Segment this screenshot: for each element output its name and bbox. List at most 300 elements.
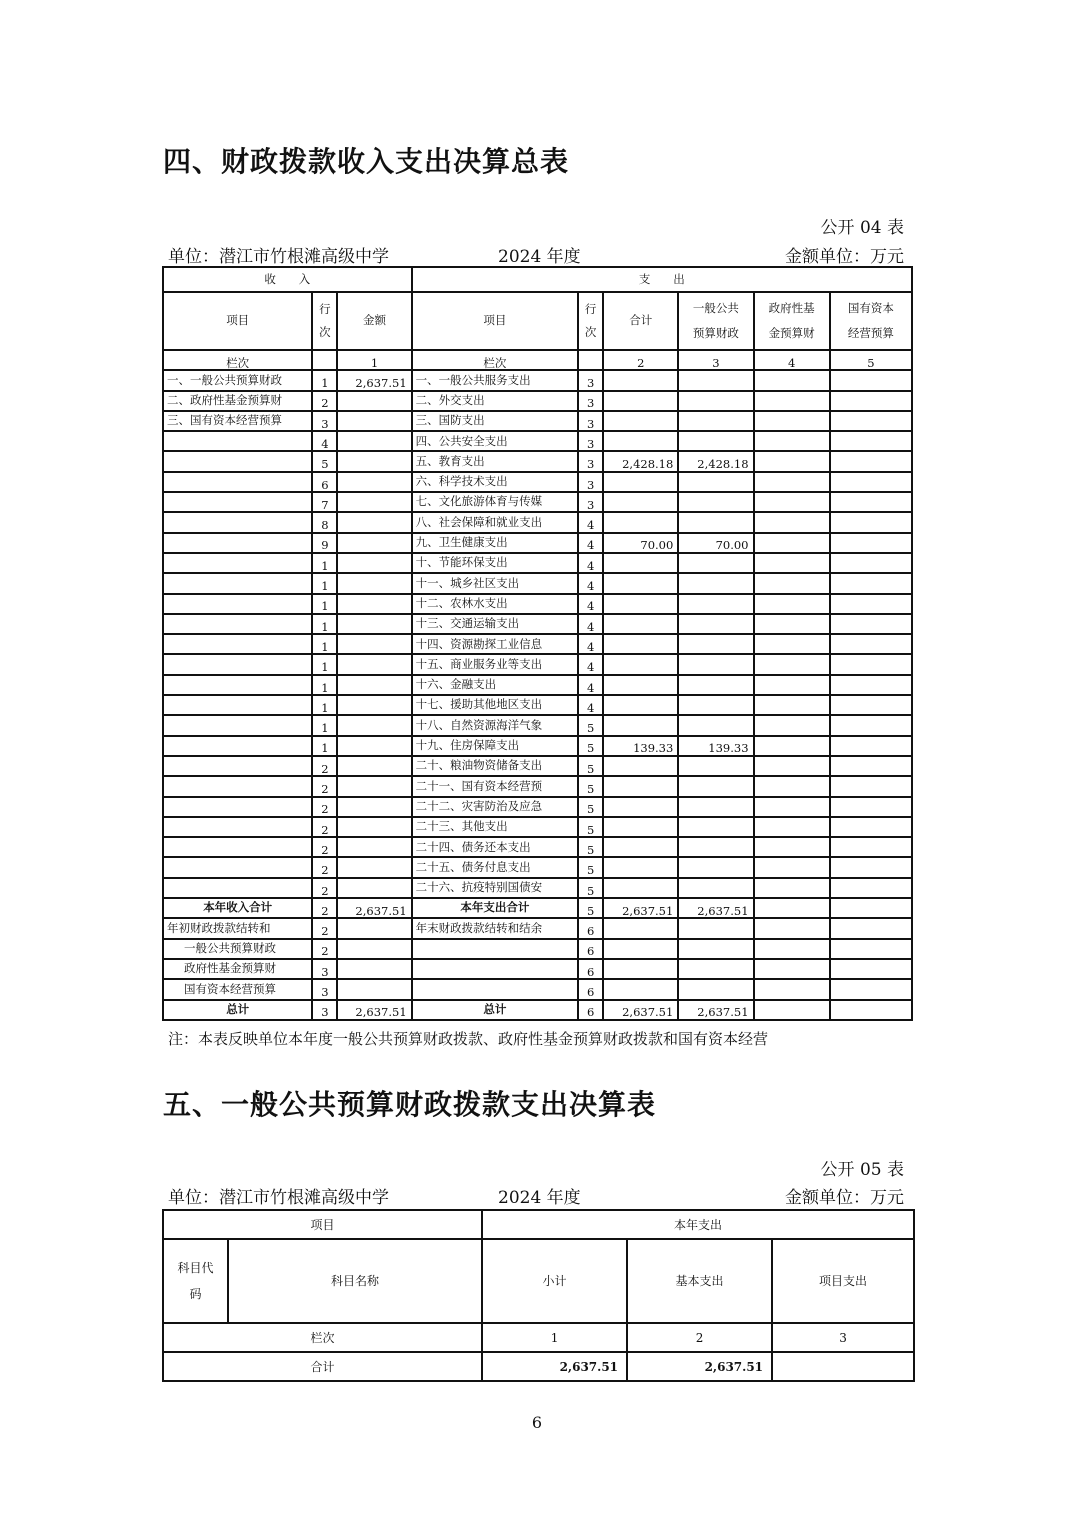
expense-total	[603, 776, 678, 796]
expense-row-no: 4	[578, 594, 603, 614]
state-capital-amount	[830, 939, 912, 959]
gov-fund-amount	[754, 451, 830, 471]
expense-total	[603, 979, 678, 999]
fiscal-summary-table	[162, 266, 913, 1021]
general-budget-amount	[678, 614, 753, 634]
expense-item: 本年支出合计	[412, 898, 578, 918]
general-budget-amount	[678, 370, 753, 390]
empty-cell	[578, 350, 603, 370]
t5-col-number: 1	[482, 1323, 627, 1352]
expense-row-no: 5	[578, 797, 603, 817]
state-capital-amount	[830, 472, 912, 492]
income-item-header: 项目	[163, 292, 312, 350]
general-budget-amount	[678, 756, 753, 776]
income-amount	[337, 533, 411, 553]
state-capital-amount	[830, 898, 912, 918]
general-budget-amount	[678, 594, 753, 614]
income-item	[163, 634, 312, 654]
income-amount	[337, 573, 411, 593]
general-budget-expense-table	[162, 1209, 915, 1382]
state-capital-amount	[830, 675, 912, 695]
table-row	[163, 573, 912, 593]
general-budget-amount	[678, 817, 753, 837]
header-row-sections	[163, 267, 912, 292]
expense-item: 十、节能环保支出	[412, 553, 578, 573]
income-row-no-header: 行 次	[312, 292, 337, 350]
expense-row-no: 4	[578, 634, 603, 654]
income-row-no: 2	[312, 391, 337, 411]
expense-total: 2,637.51	[603, 898, 678, 918]
table-row	[163, 756, 912, 776]
expense-item-header: 项目	[412, 292, 578, 350]
income-item	[163, 857, 312, 877]
gov-fund-amount	[754, 736, 830, 756]
general-budget-amount	[678, 857, 753, 877]
table-row	[163, 431, 912, 451]
gov-fund-amount	[754, 472, 830, 492]
expense-row-no: 4	[578, 533, 603, 553]
t5-project-header: 项目支出	[772, 1239, 914, 1323]
summary-row	[163, 898, 912, 918]
expense-item	[412, 939, 578, 959]
state-capital-amount	[830, 979, 912, 999]
empty-cell	[312, 350, 337, 370]
general-budget-amount	[678, 776, 753, 796]
expense-total	[603, 431, 678, 451]
income-row-no: 3	[312, 959, 337, 979]
expense-header: 支 出	[412, 267, 912, 292]
general-budget-amount	[678, 654, 753, 674]
income-item	[163, 594, 312, 614]
gov-fund-amount	[754, 391, 830, 411]
table-row	[163, 715, 912, 735]
income-amount	[337, 817, 411, 837]
expense-row-no: 5	[578, 898, 603, 918]
income-row-no: 2	[312, 918, 337, 938]
income-item: 国有资本经营预算	[163, 979, 312, 999]
income-header: 收 入	[163, 267, 412, 292]
expense-row-no: 4	[578, 512, 603, 532]
expense-item: 总计	[412, 1000, 578, 1020]
income-item	[163, 715, 312, 735]
income-item	[163, 512, 312, 532]
general-budget-amount	[678, 472, 753, 492]
general-budget-amount	[678, 939, 753, 959]
income-row-no: 8	[312, 512, 337, 532]
income-item	[163, 553, 312, 573]
t5-header-row-1	[163, 1210, 914, 1239]
state-capital-amount	[830, 715, 912, 735]
income-item: 年初财政拨款结转和	[163, 918, 312, 938]
expense-row-no: 5	[578, 837, 603, 857]
income-amount	[337, 492, 411, 512]
gov-fund-amount	[754, 715, 830, 735]
col-number: 1	[337, 350, 411, 370]
income-amount	[337, 512, 411, 532]
income-row-no: 1	[312, 736, 337, 756]
expense-total	[603, 614, 678, 634]
income-item	[163, 431, 312, 451]
table-row	[163, 797, 912, 817]
expense-total	[603, 512, 678, 532]
expense-total	[603, 857, 678, 877]
income-amount	[337, 553, 411, 573]
income-amount	[337, 451, 411, 471]
income-item	[163, 736, 312, 756]
gov-fund-amount	[754, 797, 830, 817]
income-row-no: 1	[312, 370, 337, 390]
general-budget-amount	[678, 431, 753, 451]
income-row-no: 2	[312, 939, 337, 959]
expense-total: 2,428.18	[603, 451, 678, 471]
expense-item: 二十五、债务付息支出	[412, 857, 578, 877]
state-capital-amount	[830, 695, 912, 715]
t5-col-number: 2	[627, 1323, 772, 1352]
income-amount	[337, 797, 411, 817]
state-capital-amount	[830, 492, 912, 512]
income-amount	[337, 756, 411, 776]
state-capital-amount	[830, 594, 912, 614]
expense-row-no: 3	[578, 370, 603, 390]
expense-item: 十二、农林水支出	[412, 594, 578, 614]
general-budget-amount	[678, 411, 753, 431]
table-row	[163, 776, 912, 796]
income-row-no: 2	[312, 797, 337, 817]
table-row	[163, 695, 912, 715]
income-row-no: 3	[312, 979, 337, 999]
general-budget-amount	[678, 553, 753, 573]
income-amount	[337, 878, 411, 898]
income-row-no: 2	[312, 776, 337, 796]
expense-total: 70.00	[603, 533, 678, 553]
gov-fund-amount	[754, 878, 830, 898]
general-budget-amount	[678, 918, 753, 938]
state-capital-amount	[830, 451, 912, 471]
table-row	[163, 451, 912, 471]
table-row	[163, 675, 912, 695]
t5-code-header: 科目代 码	[163, 1239, 228, 1323]
income-amount	[337, 654, 411, 674]
column-number-row	[163, 350, 912, 370]
expense-row-no: 3	[578, 431, 603, 451]
expense-row-no: 5	[578, 857, 603, 877]
t5-basic-header: 基本支出	[627, 1239, 772, 1323]
state-capital-amount	[830, 918, 912, 938]
expense-item: 二十六、抗疫特别国债安	[412, 878, 578, 898]
income-amount	[337, 837, 411, 857]
expense-item: 十六、金融支出	[412, 675, 578, 695]
expense-item: 二十一、国有资本经营预	[412, 776, 578, 796]
gov-fund-amount	[754, 918, 830, 938]
income-amount-header: 金额	[337, 292, 411, 350]
income-amount	[337, 918, 411, 938]
income-row-no: 2	[312, 817, 337, 837]
income-row-no: 5	[312, 451, 337, 471]
expense-item: 二十三、其他支出	[412, 817, 578, 837]
state-capital-amount	[830, 370, 912, 390]
expense-row-no: 3	[578, 391, 603, 411]
expense-item: 二十、粮油物资储备支出	[412, 756, 578, 776]
t5-total-subtotal: 2,637.51	[482, 1352, 627, 1381]
t5-item-header: 项目	[163, 1210, 482, 1239]
t5-this-year-header: 本年支出	[482, 1210, 914, 1239]
t5-total-label: 合计	[163, 1352, 482, 1381]
income-amount	[337, 979, 411, 999]
state-capital-amount	[830, 654, 912, 674]
expense-row-no: 5	[578, 756, 603, 776]
income-item	[163, 573, 312, 593]
income-item	[163, 654, 312, 674]
expense-total	[603, 573, 678, 593]
income-item: 三、国有资本经营预算	[163, 411, 312, 431]
income-item	[163, 614, 312, 634]
income-item: 一、一般公共预算财政	[163, 370, 312, 390]
income-amount	[337, 959, 411, 979]
col-number: 4	[754, 350, 830, 370]
expense-item: 三、国防支出	[412, 411, 578, 431]
income-item: 本年收入合计	[163, 898, 312, 918]
summary-row	[163, 1000, 912, 1020]
gov-fund-amount	[754, 817, 830, 837]
expense-item: 年末财政拨款结转和结余	[412, 918, 578, 938]
gov-fund-amount	[754, 654, 830, 674]
expense-item: 十一、城乡社区支出	[412, 573, 578, 593]
income-amount: 2,637.51	[337, 1000, 411, 1020]
gov-fund-amount	[754, 370, 830, 390]
general-budget-amount: 139.33	[678, 736, 753, 756]
expense-row-no: 5	[578, 878, 603, 898]
table-row	[163, 817, 912, 837]
state-capital-amount	[830, 797, 912, 817]
income-amount	[337, 634, 411, 654]
general-budget-amount: 2,637.51	[678, 898, 753, 918]
gov-fund-amount	[754, 1000, 830, 1020]
expense-item: 十九、住房保障支出	[412, 736, 578, 756]
general-budget-amount	[678, 979, 753, 999]
expense-total	[603, 695, 678, 715]
expense-total	[603, 878, 678, 898]
section5-year: 2024 年度	[498, 1188, 581, 1208]
income-amount	[337, 411, 411, 431]
income-item	[163, 492, 312, 512]
state-capital-amount	[830, 431, 912, 451]
income-row-no: 1	[312, 675, 337, 695]
summary-row	[163, 939, 912, 959]
income-amount	[337, 391, 411, 411]
gov-fund-amount	[754, 492, 830, 512]
col-number: 2	[603, 350, 678, 370]
t5-name-header: 科目名称	[228, 1239, 482, 1323]
income-amount	[337, 675, 411, 695]
expense-total	[603, 553, 678, 573]
income-row-no: 1	[312, 594, 337, 614]
income-amount	[337, 614, 411, 634]
expense-item: 九、卫生健康支出	[412, 533, 578, 553]
expense-total: 139.33	[603, 736, 678, 756]
income-item: 政府性基金预算财	[163, 959, 312, 979]
gov-fund-amount	[754, 756, 830, 776]
t5-col-number: 3	[772, 1323, 914, 1352]
col-number: 3	[678, 350, 753, 370]
income-amount	[337, 695, 411, 715]
expense-total	[603, 594, 678, 614]
expense-row-no: 5	[578, 736, 603, 756]
gov-fund-amount	[754, 573, 830, 593]
income-row-no: 1	[312, 715, 337, 735]
income-row-no: 1	[312, 654, 337, 674]
table-row	[163, 857, 912, 877]
table-row	[163, 391, 912, 411]
income-amount	[337, 594, 411, 614]
expense-total	[603, 654, 678, 674]
expense-total	[603, 918, 678, 938]
expense-total	[603, 939, 678, 959]
income-row-no: 6	[312, 472, 337, 492]
expense-row-no: 3	[578, 472, 603, 492]
expense-total	[603, 370, 678, 390]
income-amount	[337, 431, 411, 451]
gov-fund-amount	[754, 776, 830, 796]
expense-item: 二十四、债务还本支出	[412, 837, 578, 857]
expense-total	[603, 837, 678, 857]
state-capital-amount	[830, 573, 912, 593]
income-amount: 2,637.51	[337, 898, 411, 918]
income-item	[163, 776, 312, 796]
state-capital-amount	[830, 776, 912, 796]
general-budget-amount	[678, 878, 753, 898]
t5-column-number-row	[163, 1323, 914, 1352]
expense-total	[603, 634, 678, 654]
income-item	[163, 533, 312, 553]
col-label: 栏次	[163, 350, 312, 370]
expense-total-header: 合计	[603, 292, 678, 350]
expense-item: 二十二、灾害防治及应急	[412, 797, 578, 817]
expense-row-no: 6	[578, 959, 603, 979]
gov-fund-amount	[754, 857, 830, 877]
expense-item	[412, 979, 578, 999]
expense-total	[603, 675, 678, 695]
income-amount: 2,637.51	[337, 370, 411, 390]
state-capital-amount	[830, 512, 912, 532]
income-row-no: 2	[312, 837, 337, 857]
general-budget-amount	[678, 837, 753, 857]
income-row-no: 1	[312, 553, 337, 573]
gov-fund-amount	[754, 939, 830, 959]
col-label: 栏次	[412, 350, 578, 370]
gov-fund-amount	[754, 431, 830, 451]
gov-fund-amount	[754, 594, 830, 614]
general-budget-amount	[678, 512, 753, 532]
income-amount	[337, 472, 411, 492]
section4-table-code: 公开 04 表	[820, 218, 904, 238]
section5-unit: 单位：潜江市竹根滩高级中学	[168, 1188, 389, 1208]
general-budget-amount	[678, 715, 753, 735]
expense-item: 十五、商业服务业等支出	[412, 654, 578, 674]
general-budget-amount	[678, 634, 753, 654]
t5-header-row-2	[163, 1239, 914, 1323]
expense-item	[412, 959, 578, 979]
state-capital-amount	[830, 756, 912, 776]
table-row	[163, 654, 912, 674]
section4-unit: 单位：潜江市竹根滩高级中学	[168, 247, 389, 267]
general-budget-amount	[678, 695, 753, 715]
table-row	[163, 472, 912, 492]
expense-row-no: 6	[578, 918, 603, 938]
state-capital-amount	[830, 736, 912, 756]
section5-table-code: 公开 05 表	[820, 1160, 904, 1180]
expense-row-no: 4	[578, 553, 603, 573]
expense-total	[603, 391, 678, 411]
income-row-no: 2	[312, 857, 337, 877]
expense-row-no: 3	[578, 492, 603, 512]
section4-currency: 金额单位：万元	[785, 247, 904, 267]
general-budget-amount: 2,637.51	[678, 1000, 753, 1020]
expense-row-no: 5	[578, 715, 603, 735]
gov-fund-header: 政府性基 金预算财	[754, 292, 830, 350]
summary-row	[163, 959, 912, 979]
expense-item: 十四、资源勘探工业信息	[412, 634, 578, 654]
income-item	[163, 472, 312, 492]
income-item	[163, 837, 312, 857]
table-row	[163, 594, 912, 614]
t5-subtotal-header: 小计	[482, 1239, 627, 1323]
expense-row-no: 4	[578, 695, 603, 715]
expense-total: 2,637.51	[603, 1000, 678, 1020]
income-row-no: 1	[312, 634, 337, 654]
gov-fund-amount	[754, 837, 830, 857]
expense-total	[603, 472, 678, 492]
expense-total	[603, 411, 678, 431]
state-capital-amount	[830, 533, 912, 553]
gov-fund-amount	[754, 614, 830, 634]
summary-row	[163, 979, 912, 999]
section5-currency: 金额单位：万元	[785, 1188, 904, 1208]
income-item	[163, 797, 312, 817]
income-row-no: 4	[312, 431, 337, 451]
income-row-no: 2	[312, 878, 337, 898]
expense-row-no: 3	[578, 451, 603, 471]
state-capital-amount	[830, 553, 912, 573]
state-capital-amount	[830, 959, 912, 979]
income-row-no: 1	[312, 573, 337, 593]
expense-row-no: 3	[578, 411, 603, 431]
t5-total-row	[163, 1352, 914, 1381]
fiscal-table-body	[163, 370, 912, 898]
page-number: 6	[531, 1413, 543, 1432]
table-row	[163, 878, 912, 898]
expense-total	[603, 797, 678, 817]
section4-title: 四、财政拨款收入支出决算总表	[163, 145, 570, 178]
gov-fund-amount	[754, 675, 830, 695]
expense-row-no: 6	[578, 1000, 603, 1020]
expense-item: 十八、自然资源海洋气象	[412, 715, 578, 735]
state-capital-amount	[830, 634, 912, 654]
income-item	[163, 675, 312, 695]
t5-col-label: 栏次	[163, 1323, 482, 1352]
income-amount	[337, 857, 411, 877]
income-row-no: 3	[312, 411, 337, 431]
general-budget-amount	[678, 959, 753, 979]
expense-item: 二、外交支出	[412, 391, 578, 411]
gov-fund-amount	[754, 959, 830, 979]
state-capital-amount	[830, 391, 912, 411]
expense-row-no: 4	[578, 614, 603, 634]
income-row-no: 1	[312, 614, 337, 634]
income-row-no: 2	[312, 898, 337, 918]
expense-total	[603, 756, 678, 776]
gov-fund-amount	[754, 512, 830, 532]
state-capital-amount	[830, 878, 912, 898]
